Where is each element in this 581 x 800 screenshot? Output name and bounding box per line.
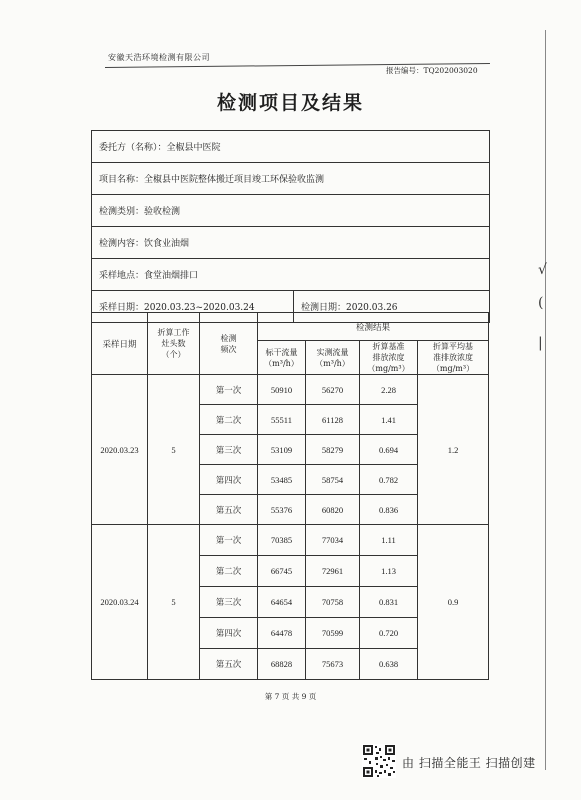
group-stoves: 5	[148, 375, 200, 525]
group-avg: 1.2	[418, 375, 489, 525]
table-row	[92, 375, 489, 405]
std-flow-cell: 66745	[258, 556, 306, 587]
page-title: 检测项目及结果	[216, 92, 364, 114]
freq-cell: 第四次	[200, 465, 258, 495]
edge-mark: √	[538, 262, 547, 278]
group-avg: 0.9	[418, 525, 489, 680]
meas-flow-cell: 70758	[306, 587, 360, 618]
header-conc-line3: （mg/m³）	[367, 364, 410, 373]
conc-cell: 1.41	[360, 405, 418, 435]
freq-cell: 第一次	[200, 375, 258, 405]
header-avg-line3: （mg/m³）	[431, 364, 475, 373]
std-flow-cell: 50910	[258, 375, 306, 405]
meas-flow-cell: 58754	[306, 465, 360, 495]
header-results: 检测结果	[258, 313, 489, 341]
std-flow-cell: 55511	[258, 405, 306, 435]
meas-flow-cell: 72961	[306, 556, 360, 587]
group-date: 2020.03.23	[92, 375, 148, 525]
page-number: 第 7 页 共 9 页	[264, 692, 317, 701]
header-freq-line1: 检测	[220, 333, 237, 343]
header-stoves-line1: 折算工作	[157, 328, 190, 337]
header-meas-flow-line1: 实测流量	[316, 347, 349, 357]
meas-flow-cell: 60820	[306, 495, 360, 525]
std-flow-cell: 64478	[258, 618, 306, 649]
freq-cell: 第二次	[200, 405, 258, 435]
conc-cell: 1.11	[360, 525, 418, 556]
conc-cell: 2.28	[360, 375, 418, 405]
header-conc-line2: 排放浓度	[372, 353, 405, 362]
group-stoves: 5	[148, 525, 200, 680]
table-row	[92, 525, 489, 556]
location-row: 采样地点：食堂油烟排口	[92, 259, 489, 291]
header-stoves-line2: 灶头数	[161, 339, 186, 348]
scan-banner: 由 扫描全能王 扫描创建	[402, 756, 536, 770]
company-name: 安徽天浩环境检测有限公司	[108, 53, 210, 62]
edge-mark: |	[538, 335, 543, 351]
header-meas-flow-line2: （m³/h）	[315, 358, 350, 368]
header-meas-flow	[306, 341, 360, 375]
header-conc	[360, 341, 418, 375]
sampling-date: 采样日期：2020.03.23~2020.03.24	[92, 291, 294, 322]
results-table	[91, 312, 489, 680]
conc-cell: 0.638	[360, 649, 418, 680]
header-stoves-line3: （个）	[161, 350, 186, 359]
meas-flow-cell: 56270	[306, 375, 360, 405]
group-date: 2020.03.24	[92, 525, 148, 680]
header-avg-line2: 准排放浓度	[433, 353, 473, 362]
header-sample-date: 采样日期	[92, 313, 148, 375]
test-date: 检测日期：2020.03.26	[301, 303, 398, 313]
header-std-flow-line1: 标干流量	[265, 347, 298, 357]
qr-code-icon	[362, 744, 396, 778]
freq-cell: 第五次	[200, 495, 258, 525]
header-conc-line1: 折算基准	[372, 342, 405, 351]
edge-mark: (	[538, 295, 544, 311]
conc-cell: 0.694	[360, 435, 418, 465]
std-flow-cell: 68828	[258, 649, 306, 680]
meas-flow-cell: 77034	[306, 525, 360, 556]
header-std-flow	[258, 341, 306, 375]
std-flow-cell: 64654	[258, 587, 306, 618]
conc-cell: 0.720	[360, 618, 418, 649]
meas-flow-cell: 58279	[306, 435, 360, 465]
client-row: 委托方（名称）：全椒县中医院	[92, 131, 489, 163]
scan-edge-line	[545, 30, 546, 770]
header-freq	[200, 313, 258, 375]
header-std-flow-line2: （m³/h）	[264, 358, 299, 368]
meas-flow-cell: 75673	[306, 649, 360, 680]
header-avg-line1: 折算平均基	[433, 342, 473, 351]
content-row: 检测内容：饮食业油烟	[92, 227, 489, 259]
project-row: 项目名称：全椒县中医院整体搬迁项目竣工环保验收监测	[92, 163, 489, 195]
freq-cell: 第四次	[200, 618, 258, 649]
std-flow-cell: 70385	[258, 525, 306, 556]
conc-cell: 0.782	[360, 465, 418, 495]
meas-flow-cell: 70599	[306, 618, 360, 649]
std-flow-cell: 55376	[258, 495, 306, 525]
header-avg	[418, 341, 489, 375]
conc-cell: 0.836	[360, 495, 418, 525]
std-flow-cell: 53109	[258, 435, 306, 465]
header-freq-line2: 频次	[220, 344, 237, 354]
freq-cell: 第五次	[200, 649, 258, 680]
freq-cell: 第三次	[200, 587, 258, 618]
report-number: 报告编号：TQ202003020	[386, 66, 478, 75]
info-box	[91, 130, 490, 323]
meas-flow-cell: 61128	[306, 405, 360, 435]
conc-cell: 1.13	[360, 556, 418, 587]
conc-cell: 0.831	[360, 587, 418, 618]
header-stoves	[148, 313, 200, 375]
category-row: 检测类别：验收检测	[92, 195, 489, 227]
freq-cell: 第一次	[200, 525, 258, 556]
std-flow-cell: 53485	[258, 465, 306, 495]
freq-cell: 第三次	[200, 435, 258, 465]
freq-cell: 第二次	[200, 556, 258, 587]
